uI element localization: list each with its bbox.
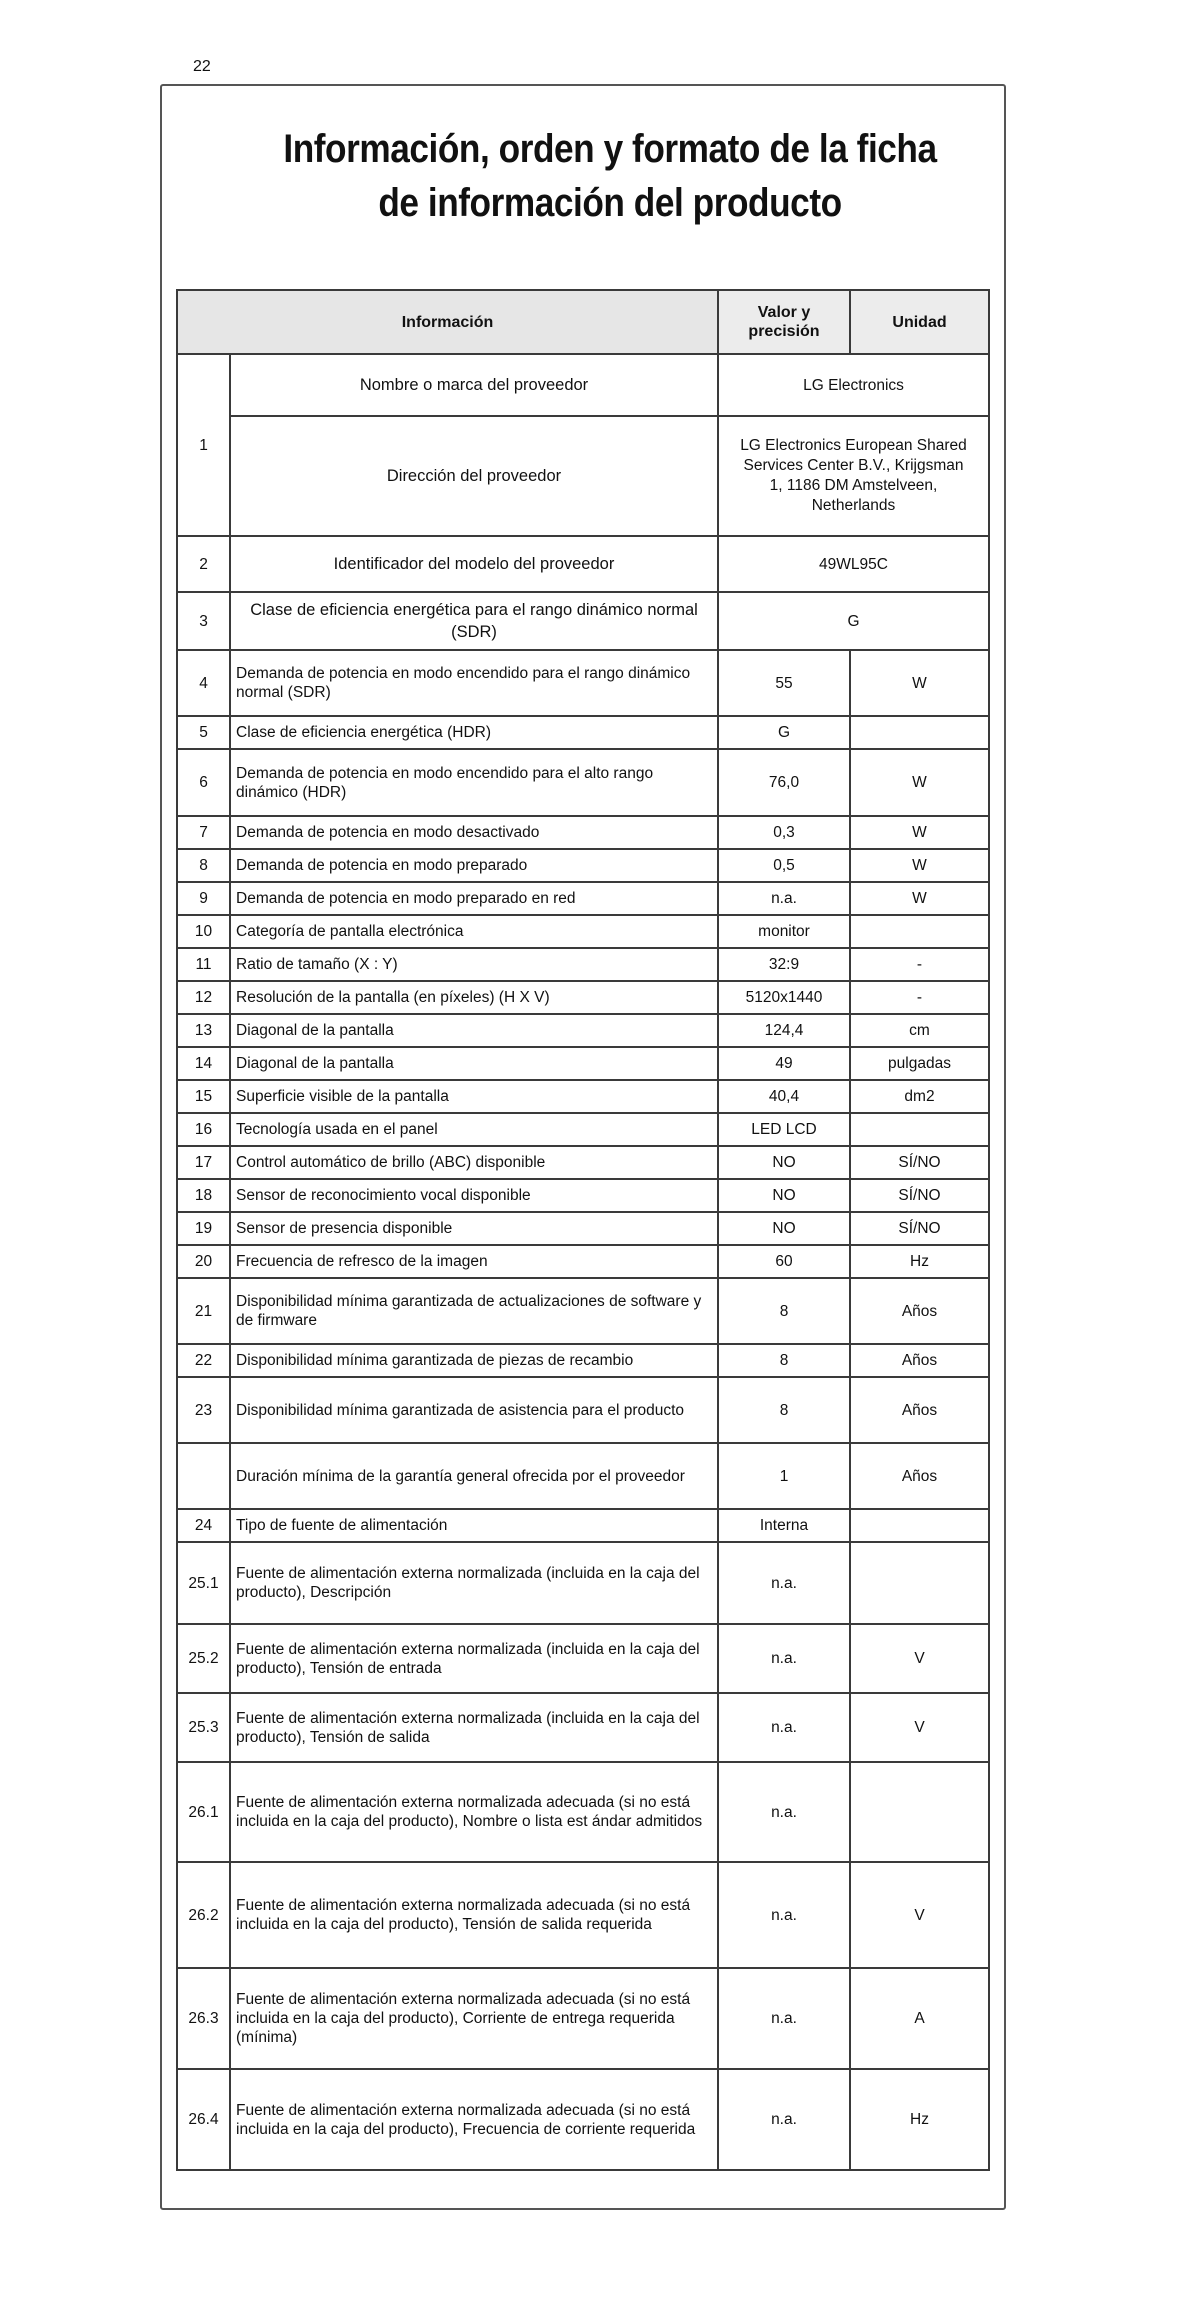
row-number: 18 (177, 1179, 230, 1212)
row-value: Interna (718, 1509, 850, 1542)
table-row (177, 1146, 989, 1179)
row-number: 6 (177, 749, 230, 816)
table-row (177, 1762, 989, 1862)
table-row (177, 816, 989, 849)
row-value: 60 (718, 1245, 850, 1278)
row-value: 1 (718, 1443, 850, 1509)
row-unit: Años (850, 1377, 989, 1443)
table-row (177, 1443, 989, 1509)
row-number: 23 (177, 1377, 230, 1443)
row-unit: - (850, 981, 989, 1014)
row-unit: dm2 (850, 1080, 989, 1113)
table-row (177, 2069, 989, 2170)
row-unit: W (850, 882, 989, 915)
row-unit: V (850, 1693, 989, 1762)
row-description: Fuente de alimentación externa normalizada adecuada (si no está incluida en la caja del producto), Nombre o lista est ándar admitidos (230, 1762, 718, 1862)
row-value: 55 (718, 650, 850, 716)
table-row (177, 948, 989, 981)
row-description: Tecnología usada en el panel (230, 1113, 718, 1146)
row-value: 8 (718, 1278, 850, 1344)
row-description: Resolución de la pantalla (en píxeles) (H X V) (230, 981, 718, 1014)
row-description: Fuente de alimentación externa normalizada (incluida en la caja del producto), Descripción (230, 1542, 718, 1624)
table-row (177, 981, 989, 1014)
row-value: 32:9 (718, 948, 850, 981)
row-value: monitor (718, 915, 850, 948)
table-row (177, 1113, 989, 1146)
row-number: 17 (177, 1146, 230, 1179)
table-row (177, 1542, 989, 1624)
row-unit: SÍ/NO (850, 1212, 989, 1245)
row-unit: V (850, 1624, 989, 1693)
address-line: Netherlands (811, 497, 896, 514)
row-value: n.a. (718, 2069, 850, 2170)
row-number: 2 (177, 536, 230, 592)
table-row (177, 1344, 989, 1377)
row-value: LED LCD (718, 1113, 850, 1146)
table-row (177, 915, 989, 948)
row-unit: W (850, 849, 989, 882)
row-value: 8 (718, 1344, 850, 1377)
page-number: 22 (193, 58, 211, 75)
table-row (177, 1278, 989, 1344)
row-value: LG Electronics (718, 354, 989, 416)
row-number: 12 (177, 981, 230, 1014)
address-line: 1, 1186 DM Amstelveen, (769, 477, 938, 494)
row-description: Fuente de alimentación externa normalizada (incluida en la caja del producto), Tensión de entrada (230, 1624, 718, 1693)
row-description: Diagonal de la pantalla (230, 1014, 718, 1047)
header-value-line-1: Valor y (757, 304, 811, 321)
row-number: 3 (177, 592, 230, 650)
document-title (249, 122, 971, 230)
row-value: 124,4 (718, 1014, 850, 1047)
row-unit (850, 1542, 989, 1624)
table-row (177, 650, 989, 716)
row-description: Ratio de tamaño (X : Y) (230, 948, 718, 981)
row-description: Disponibilidad mínima garantizada de actualizaciones de software y de firmware (230, 1278, 718, 1344)
row-description: Superficie visible de la pantalla (230, 1080, 718, 1113)
address-line: Services Center B.V., Krijgsman (743, 457, 964, 474)
row-description: Clase de eficiencia energética (HDR) (230, 716, 718, 749)
row-number: 19 (177, 1212, 230, 1245)
row-description: Demanda de potencia en modo preparado en red (230, 882, 718, 915)
row-value: n.a. (718, 1624, 850, 1693)
table-row (177, 1968, 989, 2069)
row-description: Nombre o marca del proveedor (230, 354, 718, 416)
row-value: 5120x1440 (718, 981, 850, 1014)
row-number: 21 (177, 1278, 230, 1344)
row-description: Sensor de reconocimiento vocal disponible (230, 1179, 718, 1212)
row-unit (850, 1509, 989, 1542)
row-description: Tipo de fuente de alimentación (230, 1509, 718, 1542)
row-number: 22 (177, 1344, 230, 1377)
table-row-supplier-address (177, 416, 989, 536)
row-unit: W (850, 749, 989, 816)
header-value-precision (718, 290, 850, 354)
product-info-table (176, 289, 990, 2171)
row-value: NO (718, 1179, 850, 1212)
table-row (177, 1862, 989, 1968)
row-number: 25.3 (177, 1693, 230, 1762)
row-unit (850, 716, 989, 749)
row-description: Demanda de potencia en modo encendido para el rango dinámico normal (SDR) (230, 650, 718, 716)
row-number: 9 (177, 882, 230, 915)
table-header-row (177, 290, 989, 354)
table-row (177, 1047, 989, 1080)
row-number: 14 (177, 1047, 230, 1080)
row-description: Diagonal de la pantalla (230, 1047, 718, 1080)
row-description: Fuente de alimentación externa normalizada (incluida en la caja del producto), Tensión de salida (230, 1693, 718, 1762)
row-value: 0,3 (718, 816, 850, 849)
row-value: n.a. (718, 1693, 850, 1762)
row-description: Dirección del proveedor (230, 416, 718, 536)
row-unit (850, 1762, 989, 1862)
table-row (177, 1212, 989, 1245)
row-number: 7 (177, 816, 230, 849)
row-value: G (718, 592, 989, 650)
row-description: Clase de eficiencia energética para el rango dinámico normal (SDR) (230, 592, 718, 650)
row-description: Control automático de brillo (ABC) disponible (230, 1146, 718, 1179)
header-unit: Unidad (850, 290, 989, 354)
row-unit: pulgadas (850, 1047, 989, 1080)
header-value-line-2: precisión (748, 323, 820, 340)
row-description: Fuente de alimentación externa normalizada adecuada (si no está incluida en la caja del producto), Frecuencia de corriente requerida (230, 2069, 718, 2170)
table-row (177, 849, 989, 882)
row-number: 8 (177, 849, 230, 882)
row-number: 1 (177, 354, 230, 536)
table-row (177, 1377, 989, 1443)
row-number: 20 (177, 1245, 230, 1278)
row-number: 24 (177, 1509, 230, 1542)
table-row (177, 1179, 989, 1212)
row-description: Fuente de alimentación externa normalizada adecuada (si no está incluida en la caja del producto), Tensión de salida requerida (230, 1862, 718, 1968)
row-number: 25.2 (177, 1624, 230, 1693)
row-unit: SÍ/NO (850, 1179, 989, 1212)
row-number: 16 (177, 1113, 230, 1146)
table-row (177, 1693, 989, 1762)
row-value: NO (718, 1212, 850, 1245)
row-description: Duración mínima de la garantía general ofrecida por el proveedor (230, 1443, 718, 1509)
row-number: 26.2 (177, 1862, 230, 1968)
row-description: Demanda de potencia en modo desactivado (230, 816, 718, 849)
row-description: Frecuencia de refresco de la imagen (230, 1245, 718, 1278)
row-number: 26.4 (177, 2069, 230, 2170)
row-value: 49WL95C (718, 536, 989, 592)
table-row (177, 1080, 989, 1113)
row-number: 5 (177, 716, 230, 749)
row-unit: - (850, 948, 989, 981)
table-row-supplier-name (177, 354, 989, 416)
row-value: G (718, 716, 850, 749)
row-number: 26.3 (177, 1968, 230, 2069)
header-information: Información (177, 290, 718, 354)
row-unit: cm (850, 1014, 989, 1047)
row-value: 40,4 (718, 1080, 850, 1113)
row-value: 49 (718, 1047, 850, 1080)
row-unit: Hz (850, 1245, 989, 1278)
address-line: LG Electronics European Shared (740, 437, 967, 454)
row-unit: Años (850, 1344, 989, 1377)
row-description: Disponibilidad mínima garantizada de piezas de recambio (230, 1344, 718, 1377)
row-unit: Años (850, 1443, 989, 1509)
row-description: Fuente de alimentación externa normalizada adecuada (si no está incluida en la caja del producto), Corriente de entrega requerida (mínima) (230, 1968, 718, 2069)
table-row (177, 536, 989, 592)
row-unit: SÍ/NO (850, 1146, 989, 1179)
row-value: 0,5 (718, 849, 850, 882)
row-value: 76,0 (718, 749, 850, 816)
row-number: 13 (177, 1014, 230, 1047)
table-row (177, 749, 989, 816)
row-description: Disponibilidad mínima garantizada de asistencia para el producto (230, 1377, 718, 1443)
title-line-2: de información del producto (378, 181, 842, 225)
row-value (718, 416, 989, 536)
row-description: Sensor de presencia disponible (230, 1212, 718, 1245)
row-number: 4 (177, 650, 230, 716)
table-row (177, 882, 989, 915)
row-value: NO (718, 1146, 850, 1179)
row-description: Demanda de potencia en modo encendido para el alto rango dinámico (HDR) (230, 749, 718, 816)
row-unit: V (850, 1862, 989, 1968)
table-row (177, 1245, 989, 1278)
row-unit (850, 915, 989, 948)
row-unit: Años (850, 1278, 989, 1344)
table-row (177, 1014, 989, 1047)
row-unit (850, 1113, 989, 1146)
row-unit: Hz (850, 2069, 989, 2170)
row-unit: W (850, 816, 989, 849)
row-value: n.a. (718, 1762, 850, 1862)
row-number: 10 (177, 915, 230, 948)
row-number: 11 (177, 948, 230, 981)
row-description: Demanda de potencia en modo preparado (230, 849, 718, 882)
table-row (177, 716, 989, 749)
row-value: n.a. (718, 1968, 850, 2069)
table-row (177, 1509, 989, 1542)
title-line-1: Información, orden y formato de la ficha (283, 127, 937, 171)
row-value: n.a. (718, 882, 850, 915)
table-row (177, 592, 989, 650)
row-value: 8 (718, 1377, 850, 1443)
row-number: 15 (177, 1080, 230, 1113)
row-value: n.a. (718, 1862, 850, 1968)
row-unit: W (850, 650, 989, 716)
row-unit: A (850, 1968, 989, 2069)
table-row (177, 1624, 989, 1693)
row-description: Identificador del modelo del proveedor (230, 536, 718, 592)
row-description: Categoría de pantalla electrónica (230, 915, 718, 948)
row-number: 26.1 (177, 1762, 230, 1862)
row-number: 25.1 (177, 1542, 230, 1624)
row-number (177, 1443, 230, 1509)
row-value: n.a. (718, 1542, 850, 1624)
